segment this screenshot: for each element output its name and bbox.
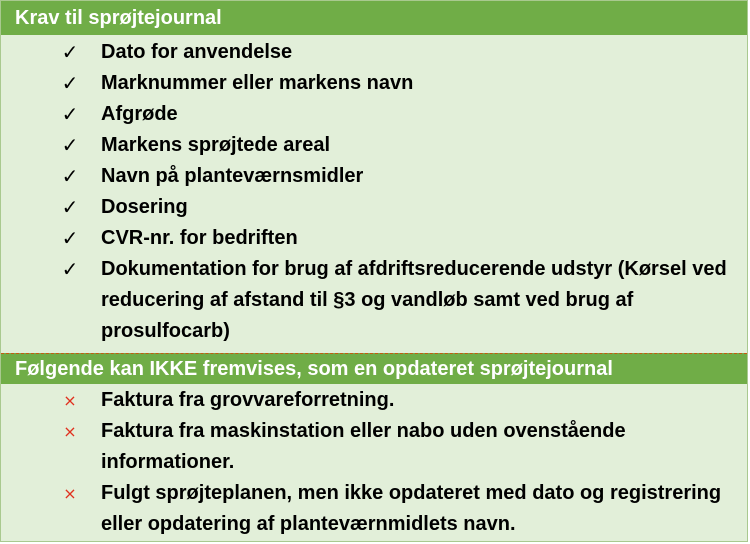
list-item bbox=[1, 416, 747, 478]
requirements-list bbox=[1, 37, 747, 347]
check-mark-icon: ✓ bbox=[61, 40, 79, 64]
list-item bbox=[1, 254, 747, 347]
check-mark-icon: ✓ bbox=[61, 164, 79, 188]
list-item-text: Marknummer eller markens navn bbox=[101, 72, 414, 94]
list-item-text: Afgrøde bbox=[101, 103, 178, 125]
check-mark-icon: ✓ bbox=[61, 257, 79, 281]
check-mark-icon: ✓ bbox=[61, 102, 79, 126]
list-item-text: Markens sprøjtede areal bbox=[101, 134, 330, 156]
list-item bbox=[1, 130, 747, 161]
list-item bbox=[1, 99, 747, 130]
check-mark-icon: ✓ bbox=[61, 133, 79, 157]
list-item-text: Faktura fra grovvareforretning. bbox=[101, 389, 395, 411]
list-item bbox=[1, 192, 747, 223]
check-mark-icon: ✓ bbox=[61, 195, 79, 219]
list-item-text: Fulgt sprøjteplanen, men ikke opdateret med dato og registrering eller opdatering af planteværnmidlets navn. bbox=[101, 482, 722, 535]
list-item-text: CVR-nr. for bedriften bbox=[101, 227, 298, 249]
list-item-text: Navn på planteværnsmidler bbox=[101, 165, 364, 187]
list-item bbox=[1, 161, 747, 192]
cross-mark-icon: × bbox=[63, 422, 77, 441]
cross-mark-icon: × bbox=[63, 391, 77, 410]
list-item bbox=[1, 68, 747, 99]
list-item bbox=[1, 478, 747, 540]
list-item bbox=[1, 385, 747, 416]
list-item-text: Dato for anvendelse bbox=[101, 41, 293, 63]
list-item bbox=[1, 37, 747, 68]
list-item-text: Dokumentation for brug af afdriftsreducerende udstyr (Kørsel ved reducering af afstand til §3 og vandløb samt ved brug af prosulfocarb) bbox=[101, 258, 727, 342]
cross-mark-icon: × bbox=[63, 484, 77, 503]
check-mark-icon: ✓ bbox=[61, 226, 79, 250]
list-item-text: Dosering bbox=[101, 196, 188, 218]
section-title-not-accepted: Følgende kan IKKE fremvises, som en opdateret sprøjtejournal bbox=[1, 353, 747, 384]
section-title-requirements: Krav til sprøjtejournal bbox=[1, 1, 747, 35]
not-accepted-list bbox=[1, 385, 747, 540]
list-item-text: Faktura fra maskinstation eller nabo uden ovenstående informationer. bbox=[101, 420, 626, 473]
check-mark-icon: ✓ bbox=[61, 71, 79, 95]
list-item bbox=[1, 223, 747, 254]
